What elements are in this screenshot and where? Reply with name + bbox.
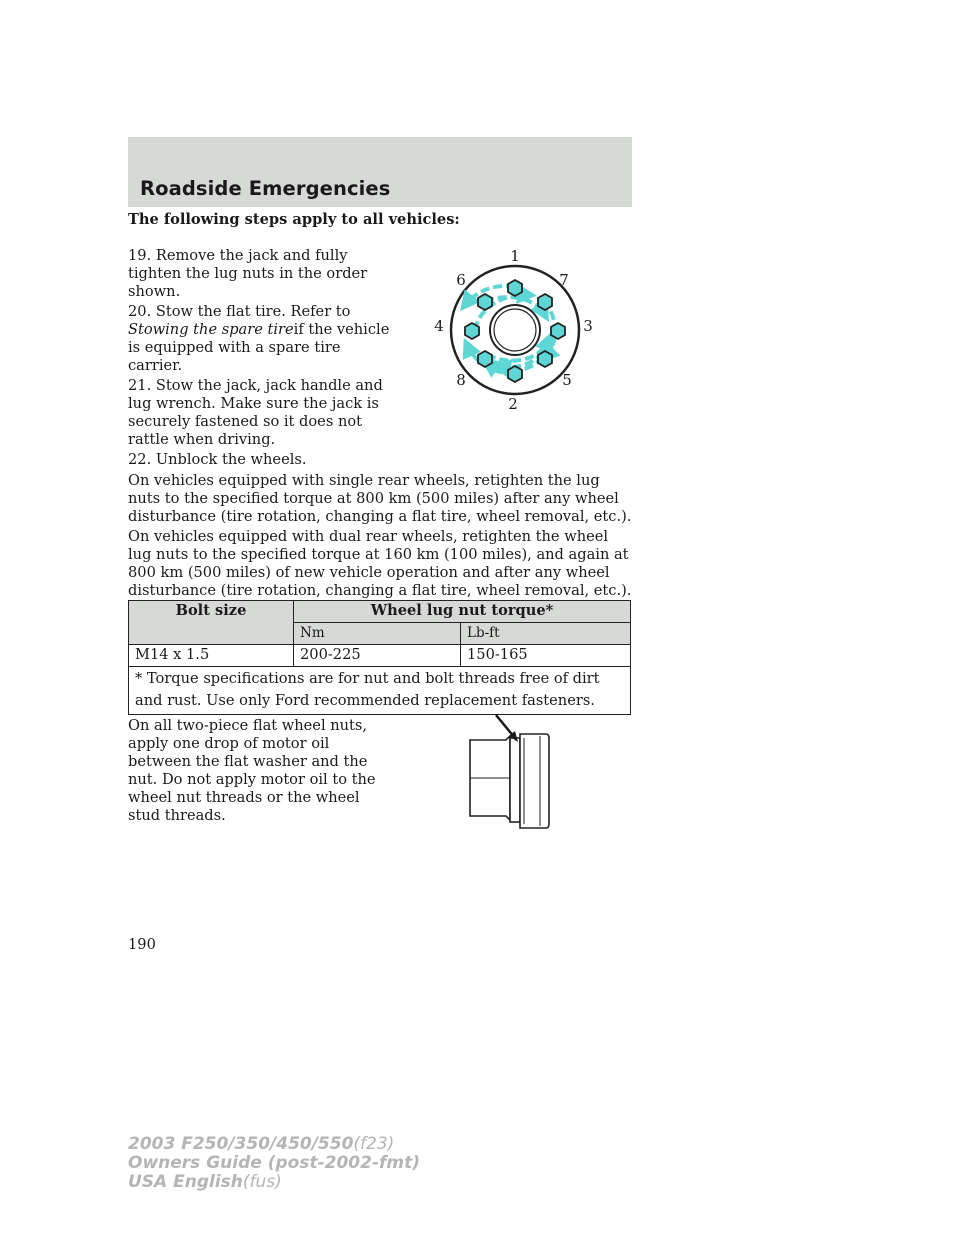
- stowing-spare-tire-reference: Stowing the spare tire: [128, 321, 294, 338]
- lug-label-3: 3: [583, 317, 593, 335]
- bolt-size-header: Bolt size: [129, 601, 294, 645]
- step-20: [128, 303, 390, 375]
- lug-nut-2: [508, 366, 522, 382]
- footer-language: USA English: [128, 1172, 243, 1192]
- section-title: Roadside Emergencies: [140, 177, 391, 200]
- lug-nut-1: [508, 280, 522, 296]
- lug-label-6: 6: [456, 271, 466, 289]
- lug-nut-6: [478, 294, 492, 310]
- step-20-text: 20. Stow the flat tire. Refer to: [128, 303, 351, 320]
- lead-in-heading: The following steps apply to all vehicles:: [128, 211, 460, 228]
- lug-label-4: 4: [434, 317, 444, 335]
- table-row: [129, 645, 631, 667]
- lug-label-7: 7: [559, 271, 569, 289]
- bolt-size-cell: M14 x 1.5: [129, 645, 294, 667]
- lug-nut-3: [551, 323, 565, 339]
- two-piece-nut-illustration: [460, 712, 560, 832]
- lug-nuts: [465, 280, 565, 382]
- nm-cell: 200-225: [294, 645, 461, 667]
- step-21: 21. Stow the jack, jack handle and lug wrench. Make sure the jack is securely fastened so it does not rattle when driving.: [128, 377, 383, 448]
- step-22: 22. Unblock the wheels.: [128, 451, 307, 468]
- step-19: 19. Remove the jack and fully tighten the lug nuts in the order shown.: [128, 247, 368, 300]
- lug-nut-8: [478, 351, 492, 367]
- dual-rear-wheels-paragraph: On vehicles equipped with dual rear wheels, retighten the wheel lug nuts to the specified torque at 160 km (100 miles), and again at 800 km (500 miles) of new vehicle operation and after any wheel disturbance (tire rotation, changing a flat tire, wheel removal, etc.).: [128, 528, 632, 599]
- lug-label-5: 5: [562, 371, 572, 389]
- step-20-text-b: if the vehicle is equipped with a spare tire carrier.: [128, 321, 390, 374]
- lug-nut-order-diagram: [425, 245, 605, 415]
- lbft-cell: 150-165: [461, 645, 631, 667]
- torque-footnote: * Torque specifications are for nut and bolt threads free of dirt and rust. Use only Ford recommended replacement fasteners.: [129, 667, 631, 715]
- lug-nut-7: [538, 294, 552, 310]
- two-piece-nuts-paragraph: On all two-piece flat wheel nuts, apply one drop of motor oil between the flat washer and the nut. Do not apply motor oil to the wheel nut threads or the wheel stud threads.: [128, 717, 376, 824]
- torque-header: Wheel lug nut torque*: [294, 601, 631, 623]
- lug-nut-5: [538, 351, 552, 367]
- footer-model: 2003 F250/350/450/550: [128, 1134, 354, 1154]
- page-number: 190: [128, 936, 156, 953]
- document-footer: [128, 1135, 420, 1192]
- nm-unit-header: Nm: [294, 623, 461, 645]
- torque-spec-table: [128, 600, 631, 715]
- lug-nut-4: [465, 323, 479, 339]
- single-rear-wheels-paragraph: On vehicles equipped with single rear wheels, retighten the lug nuts to the specified torque at 800 km (500 miles) after any wheel disturbance (tire rotation, changing a flat tire, wheel removal, etc.).: [128, 472, 632, 525]
- lbft-unit-header: Lb-ft: [461, 623, 631, 645]
- lug-label-8: 8: [456, 371, 466, 389]
- footer-model-code: (f23): [353, 1134, 395, 1154]
- lug-label-2: 2: [508, 395, 518, 413]
- footer-language-code: (fus): [242, 1172, 282, 1192]
- lug-label-1: 1: [510, 247, 520, 265]
- footer-guide: Owners Guide (post-2002-fmt): [128, 1153, 421, 1173]
- section-header: [128, 137, 632, 207]
